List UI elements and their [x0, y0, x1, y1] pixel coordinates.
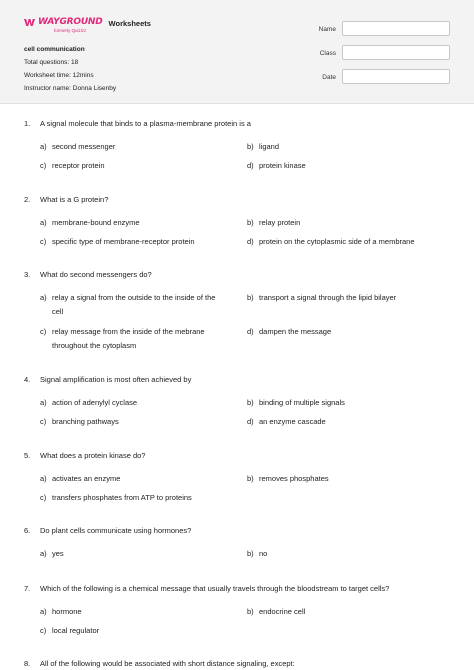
option-a: a) membrane-bound enzyme [40, 218, 140, 227]
date-label: Date [322, 74, 336, 81]
worksheet-name: cell communication [24, 46, 85, 53]
app-title: Worksheets [108, 19, 151, 28]
date-field[interactable] [342, 69, 450, 84]
option-a: a) hormone [40, 607, 82, 616]
option-a: a) second messenger [40, 142, 116, 151]
option-d: d) dampen the message [247, 327, 332, 336]
worksheet-meta [24, 43, 116, 95]
question-text: Which of the following is a chemical message that usually travels through the bloodstream to target cells? [40, 584, 390, 593]
question-text: What do second messengers do? [40, 270, 152, 279]
question-number: 7. [24, 584, 31, 593]
option-c: c) specific type of membrane-receptor protein [40, 237, 195, 246]
option-a: a) action of adenylyl cyclase [40, 398, 138, 407]
option-b: b) endocrine cell [247, 607, 306, 616]
logo-subtext: formerly Quizizz [54, 28, 87, 33]
question-number: 6. [24, 526, 31, 535]
option-a: a) activates an enzyme [40, 474, 121, 483]
class-field[interactable] [342, 45, 450, 60]
option-c: c) relay message from the inside of the mebrane throughout the cytoplasm [40, 327, 205, 350]
question-text: All of the following would be associated with short distance signaling, except: [40, 659, 295, 668]
question-number: 4. [24, 375, 31, 384]
option-c: c) local regulator [40, 626, 100, 635]
wayground-logo-icon [24, 18, 36, 27]
question-text: What does a protein kinase do? [40, 451, 146, 460]
question-text: What is a G protein? [40, 195, 109, 204]
question-text: A signal molecule that binds to a plasma-membrane protein is a [40, 119, 251, 128]
wayground-logo [24, 17, 103, 33]
worksheet-time: Worksheet time: 12mins [24, 72, 94, 79]
question-number: 5. [24, 451, 31, 460]
question-text: Do plant cells communicate using hormones? [40, 526, 192, 535]
option-b: b) transport a signal through the lipid bilayer [247, 293, 397, 302]
option-b: b) relay protein [247, 218, 301, 227]
option-a: a) relay a signal from the outside to the inside of the cell [40, 293, 216, 316]
option-b: b) binding of multiple signals [247, 398, 345, 407]
question-number: 2. [24, 195, 31, 204]
total-questions: Total questions: 18 [24, 59, 79, 66]
option-d: d) protein kinase [247, 161, 306, 170]
brand-row [24, 17, 151, 33]
logo-text: WAYGROUND [38, 17, 103, 27]
option-a: a) yes [40, 549, 64, 558]
option-d: d) protein on the cytoplasmic side of a membrane [247, 237, 415, 246]
option-d: d) an enzyme cascade [247, 417, 326, 426]
option-c: c) transfers phosphates from ATP to proteins [40, 493, 192, 502]
option-c: c) branching pathways [40, 417, 119, 426]
instructor-name: Instructor name: Donna Lisenby [24, 85, 117, 92]
question-number: 1. [24, 119, 31, 128]
option-b: b) removes phosphates [247, 474, 329, 483]
question-number: 3. [24, 270, 31, 279]
question-text: Signal amplification is most often achieved by [40, 375, 192, 384]
worksheet-header [0, 0, 474, 104]
option-b: b) ligand [247, 142, 280, 151]
name-label: Name [318, 26, 336, 33]
option-c: c) receptor protein [40, 161, 105, 170]
class-label: Class [319, 50, 336, 57]
question-number: 8. [24, 659, 31, 668]
name-field[interactable] [342, 21, 450, 36]
option-b: b) no [247, 549, 268, 558]
